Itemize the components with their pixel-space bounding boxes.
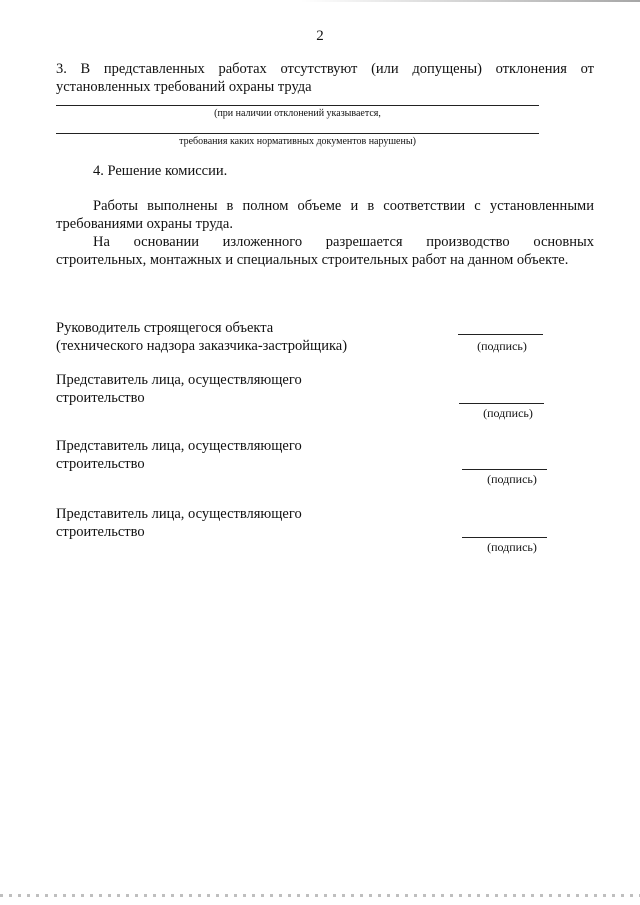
signatory-3-title: Представитель лица, осуществляющего bbox=[56, 438, 302, 454]
decision-para2-line1: На основании изложенного разрешается производство основных bbox=[93, 234, 594, 250]
signatory-2 bbox=[56, 371, 302, 407]
deviation-caption-2: требования каких нормативных документов нарушены) bbox=[179, 136, 416, 147]
deviation-fill-line-1 bbox=[56, 105, 539, 106]
signature-line-1 bbox=[458, 334, 543, 335]
page-number: 2 bbox=[316, 28, 324, 44]
signatory-4 bbox=[56, 505, 302, 541]
signatory-3-subtitle: строительство bbox=[56, 456, 145, 472]
signatory-2-title: Представитель лица, осуществляющего bbox=[56, 372, 302, 388]
signatory-2-subtitle: строительство bbox=[56, 390, 145, 406]
signature-line-4 bbox=[462, 537, 547, 538]
signatory-1-title: Руководитель строящегося объекта bbox=[56, 320, 274, 336]
decision-para1-line2: требованиями охраны труда. bbox=[56, 216, 233, 232]
scan-edge-top bbox=[300, 0, 640, 2]
section3-line2: установленных требований охраны труда bbox=[56, 79, 312, 95]
signatory-3 bbox=[56, 437, 302, 473]
section3-line1: 3. В представленных работах отсутствуют (или допущены) отклонения от bbox=[56, 61, 594, 77]
decision-para2-line2: строительных, монтажных и специальных строительных работ на данном объекте. bbox=[56, 252, 569, 268]
decision-para1-line1: Работы выполнены в полном объеме и в соответствии с установленными bbox=[93, 198, 594, 214]
signatory-4-title: Представитель лица, осуществляющего bbox=[56, 506, 302, 522]
signature-caption-4: (подпись) bbox=[487, 540, 537, 554]
deviation-caption-1: (при наличии отклонений указывается, bbox=[214, 108, 381, 119]
signatory-1 bbox=[56, 319, 347, 355]
scan-edge-bottom bbox=[0, 894, 640, 897]
section4-heading: 4. Решение комиссии. bbox=[93, 163, 228, 179]
signature-caption-3: (подпись) bbox=[487, 472, 537, 486]
signature-line-2 bbox=[459, 403, 544, 404]
signature-line-3 bbox=[462, 469, 547, 470]
signatory-1-subtitle: (технического надзора заказчика-застройщика) bbox=[56, 338, 348, 354]
signatory-4-subtitle: строительство bbox=[56, 524, 145, 540]
signature-caption-1: (подпись) bbox=[477, 339, 527, 353]
deviation-fill-line-2 bbox=[56, 133, 539, 134]
signature-caption-2: (подпись) bbox=[483, 406, 533, 420]
